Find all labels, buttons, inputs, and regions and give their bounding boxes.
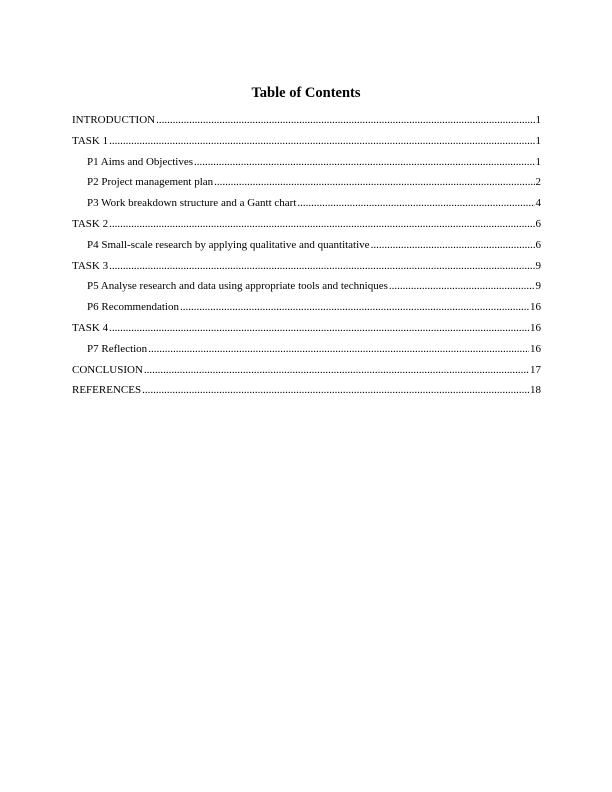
toc-entry-text: P4 Small-scale research by applying qualitative and quantitative — [87, 238, 370, 251]
toc-dot-leader — [214, 174, 534, 190]
toc-entry-text: P2 Project management plan — [87, 176, 214, 189]
toc-dot-leader — [180, 299, 529, 315]
toc-entry[interactable] — [72, 237, 541, 258]
toc-entry-page-number: 6 — [535, 217, 541, 230]
toc-entry-text: TASK 4 — [72, 321, 109, 334]
toc-entry-text: P7 Reflection — [87, 342, 148, 355]
toc-entry-text: INTRODUCTION — [72, 114, 156, 126]
toc-entry[interactable] — [72, 382, 541, 403]
toc-dot-leader — [389, 278, 535, 294]
toc-dot-leader — [156, 112, 534, 128]
toc-entry[interactable] — [72, 278, 541, 299]
toc-dot-leader — [144, 362, 529, 378]
toc-dot-leader — [109, 320, 529, 336]
toc-entry-page-number: 9 — [535, 280, 541, 293]
toc-entry[interactable] — [72, 112, 541, 133]
toc-dot-leader — [109, 258, 534, 274]
toc-entry-page-number: 4 — [535, 197, 541, 210]
toc-entry-text: TASK 2 — [72, 217, 109, 230]
toc-entry[interactable] — [72, 258, 541, 279]
toc-entry[interactable] — [72, 341, 541, 362]
toc-entry-page-number: 1 — [535, 114, 541, 126]
toc-entry-text: TASK 1 — [72, 134, 109, 147]
toc-entry-text: P5 Analyse research and data using appropriate tools and techniques — [87, 280, 388, 293]
toc-entry-text: CONCLUSION — [72, 363, 143, 376]
toc-entry-page-number: 1 — [535, 155, 541, 168]
toc-entry-page-number: 9 — [535, 259, 541, 272]
toc-dot-leader — [142, 382, 529, 398]
toc-dot-leader — [194, 154, 534, 170]
toc-entry-text: P1 Aims and Objectives — [87, 155, 194, 168]
toc-dot-leader — [109, 133, 534, 149]
toc-entry-page-number: 17 — [530, 363, 541, 376]
toc-title: Table of Contents — [251, 85, 361, 101]
toc-entry-text: REFERENCES — [72, 384, 142, 397]
toc-entry-page-number: 16 — [530, 342, 541, 355]
toc-dot-leader — [148, 341, 529, 357]
toc-entry-text: P3 Work breakdown structure and a Gantt chart — [87, 197, 297, 210]
toc-entry-page-number: 16 — [530, 321, 541, 334]
toc-entry[interactable] — [72, 320, 541, 341]
toc-entry-page-number: 1 — [535, 134, 541, 147]
toc-entry[interactable] — [72, 154, 541, 175]
toc-entry[interactable] — [72, 299, 541, 320]
toc-dot-leader — [297, 195, 534, 211]
toc-entry-text: P6 Recommendation — [87, 301, 179, 314]
toc-entry-page-number: 16 — [530, 301, 541, 314]
toc-list — [72, 112, 541, 403]
toc-entry[interactable] — [72, 216, 541, 237]
toc-entry-text: TASK 3 — [72, 259, 109, 272]
toc-entry-page-number: 2 — [535, 176, 541, 189]
toc-entry[interactable] — [72, 195, 541, 216]
toc-entry[interactable] — [72, 133, 541, 154]
toc-entry[interactable] — [72, 174, 541, 195]
toc-entry[interactable] — [72, 362, 541, 383]
toc-dot-leader — [109, 216, 534, 232]
toc-entry-page-number: 6 — [535, 238, 541, 251]
toc-dot-leader — [371, 237, 535, 253]
toc-entry-page-number: 18 — [530, 384, 541, 397]
